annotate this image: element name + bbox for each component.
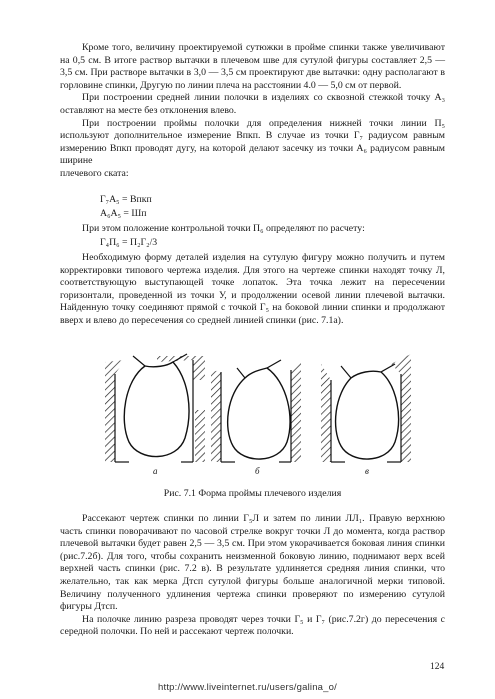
figure-label-a: а <box>153 466 158 476</box>
paragraph: Кроме того, величину проектируемой сутюжки в пройме спинки также увеличивают на 0,5 см. В итоге раствор вытачки в плечевом шве для сутулой фигуры составляет 2,5 — 3,5 см. При растворе вытачки в 3,0 — 3,5 см проектируют две вытачки: одну располагают в горловине спинки, Другую по линии плеча на расстоянии 4.0 — 5,0 см от первой. <box>60 42 445 91</box>
body-text-control <box>60 223 445 236</box>
formula: Г₄П₆ = П₂Г₂/3 <box>100 237 158 248</box>
body-text-mid <box>60 252 445 328</box>
armhole-drawings <box>95 350 425 480</box>
paragraph: Необходимую форму деталей изделия на сутулую фигуру можно получить и путем корректировки типового чертежа изделия. Для этого на чертеже спинки находят точку Л, соответствующую выступающей точке лопаток. Эта точка лежит на пересечении горизонтали, проведенной из точки У, и продолжении осевой линии плечевой вытачки. Найденную точку соединяют прямой с точкой Г₅ на боковой линии спинки и продолжают вверх и влево до пересечения со средней линией спинки (рис. 7.1а). <box>60 252 445 326</box>
armhole-shape-a <box>105 354 205 462</box>
paragraph: При построении проймы полочки для определения нижней точки линии П₅ используют дополнительное измерение Впкп. В случае из точки Г₇ радиусом равным измерению Впкп проводят дугу, на которой делают засечку из точки А₆ радиусом равным ширине <box>60 117 445 167</box>
armhole-shape-v <box>321 354 411 462</box>
formula: А₆А₅ = Шп <box>100 208 147 219</box>
figure-label-b: б <box>255 466 260 476</box>
paragraph: Рассекают чертеж спинки по линии Г₅Л и затем по линии ЛЛ₁. Правую верхнюю часть спинки поворачивают по часовой стрелке вокруг точки Л до момента, когда раствор плечевой вытачки будет равен 2,5 — 3,5 см. При этом укорачивается боковая линия спинки (рис.7.2б). Для того, чтобы сохранить неизменной боковую линию, поднимают верх всей верхней часть спинки (рис. 7.2 в). В результате удлиняется средняя линия спинки, что желательно, так как мерка Дтсп сутулой фигуры больше аналогичной мерки типовой. Величину полученного удлинения чертежа спинки проверяют по измерению сутулой фигуры Дтсп. <box>60 513 445 613</box>
figure-label-v: в <box>365 466 369 476</box>
armhole-figure <box>95 350 425 480</box>
paragraph-line: плечевого ската: <box>60 167 129 179</box>
body-text-top <box>60 42 445 181</box>
paragraph: При построении средней линии полочки в изделиях со сквозной стежкой точку А₃ оставляют на месте без отклонения влево. <box>60 92 445 116</box>
figure-caption: Рис. 7.1 Форма проймы плечевого изделия <box>163 488 342 499</box>
page-number: 124 <box>430 662 445 672</box>
paragraph: При этом положение контрольной точки П₆ определяют по расчету: <box>82 223 365 234</box>
formula: Г₇А₅ = Впкп <box>100 194 152 205</box>
watermark-url: http://www.liveinternet.ru/users/galina_o/ <box>158 682 337 693</box>
body-text-bottom <box>60 513 445 639</box>
paragraph: На полочке линию разреза проводят через точки Г₅ и Г₇ (рис.7.2г) до пересечения с середной полочки. По ней и рассекают чертеж полочки. <box>60 613 445 638</box>
armhole-shape-b <box>211 360 301 462</box>
